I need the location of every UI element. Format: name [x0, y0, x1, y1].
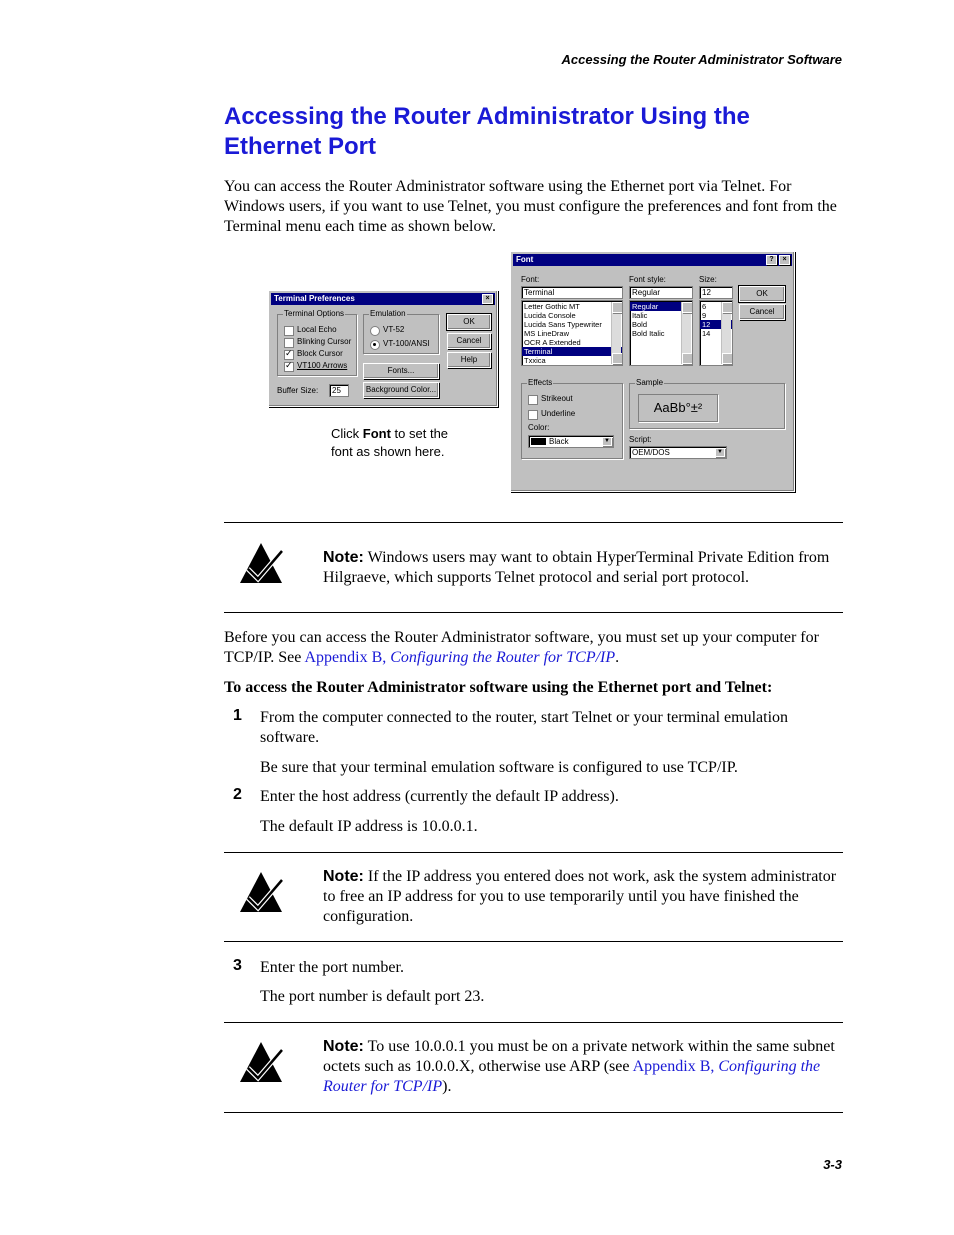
strikeout-checkbox[interactable]: Strikeout	[528, 394, 573, 404]
close-icon[interactable]: ×	[779, 255, 790, 265]
font-list-item[interactable]: MS LineDraw	[524, 329, 570, 338]
running-header: Accessing the Router Administrator Software	[561, 52, 842, 67]
step-subtext: The port number is default port 23.	[260, 988, 485, 1005]
font-list-item[interactable]: OCR A Extended	[524, 338, 581, 347]
note-box	[224, 1022, 843, 1113]
para-text-end: .	[615, 649, 620, 666]
help-icon[interactable]: ?	[766, 255, 777, 265]
terminal-preferences-titlebar	[271, 293, 495, 305]
step-number: 1	[233, 707, 242, 724]
appendix-title-link[interactable]: Configuring the Router for TCP/IP	[390, 649, 616, 666]
effects-group	[521, 378, 623, 459]
appendix-link[interactable]: Appendix B,	[304, 649, 387, 666]
step-text: Enter the host address (currently the default IP address).	[260, 788, 619, 805]
size-input[interactable]: 12	[699, 286, 733, 299]
script-select[interactable]	[629, 446, 727, 459]
step-subtext: Be sure that your terminal emulation software is configured to use TCP/IP.	[260, 759, 738, 776]
size-item[interactable]: 6	[702, 302, 707, 311]
size-item[interactable]: 9	[702, 311, 707, 320]
appendix-title-link[interactable]: Configuring the Router for TCP/IP	[323, 1058, 821, 1095]
ok-button[interactable]: OK	[447, 314, 491, 330]
intro-paragraph: You can access the Router Administrator software using the Ethernet port via Telnet. For Windows users, if you want to use Telnet, you must configure the preferences and font from the Terminal menu each time as shown below.	[224, 178, 837, 235]
fonts-button[interactable]: Fonts...	[363, 363, 439, 379]
note-label: Note:	[323, 868, 364, 885]
font-cancel-button[interactable]: Cancel	[739, 304, 785, 320]
terminal-preferences-dialog	[268, 290, 498, 407]
sample-label: Sample	[636, 378, 664, 387]
terminal-options-label: Terminal Options	[284, 309, 345, 318]
effects-label: Effects	[528, 378, 553, 387]
step-number: 3	[233, 957, 242, 974]
background-color-button[interactable]: Background Color...	[363, 382, 439, 398]
font-style-item-selected[interactable]: Regular	[630, 302, 692, 311]
font-list[interactable]	[521, 300, 623, 366]
note-box	[224, 852, 843, 942]
blinking-cursor-checkbox[interactable]: Blinking Cursor	[284, 337, 351, 347]
note-text	[323, 548, 838, 588]
script-label: Script:	[629, 435, 652, 444]
note-body: If the IP address you entered does not work, ask the system administrator to free an IP address for you to use temporarily until you have finished the configuration.	[323, 868, 837, 925]
underline-checkbox[interactable]: Underline	[528, 409, 575, 419]
size-scrollbar[interactable]	[721, 302, 731, 364]
note-text	[323, 1037, 838, 1097]
note-checkmark-icon	[238, 541, 284, 587]
font-style-item[interactable]: Bold	[632, 320, 648, 329]
size-item-selected[interactable]: 12	[700, 320, 732, 329]
caption-text: Click	[331, 426, 363, 441]
page-number: 3-3	[823, 1157, 842, 1172]
chevron-down-icon[interactable]: ▼	[715, 448, 725, 457]
note-checkmark-icon	[238, 1040, 284, 1086]
section-title: Accessing the Router Administrator Using the Ethernet Port	[224, 103, 750, 160]
step-subtext: The default IP address is 10.0.0.1.	[260, 818, 478, 835]
note-label: Note:	[323, 549, 364, 566]
emulation-group	[363, 309, 439, 354]
font-list-item-selected[interactable]: Terminal	[522, 347, 622, 356]
close-icon[interactable]: ×	[482, 294, 493, 304]
note-checkmark-icon	[238, 870, 284, 916]
step-text: From the computer connected to the router, start Telnet or your terminal emulation software.	[260, 709, 789, 746]
vt100-ansi-radio[interactable]: VT-100/ANSI	[370, 339, 430, 349]
cancel-button[interactable]: Cancel	[447, 333, 491, 349]
appendix-link[interactable]: Appendix B,	[632, 1058, 715, 1075]
step-text: Enter the port number.	[260, 959, 404, 976]
procedure-heading: To access the Router Administrator software using the Ethernet port and Telnet:	[224, 679, 773, 696]
font-list-item[interactable]: Letter Gothic MT	[524, 302, 580, 311]
color-swatch	[531, 438, 546, 445]
font-dialog-title: Font	[516, 255, 534, 264]
caption-text-end: to set the font as shown here.	[331, 426, 449, 459]
terminal-preferences-title: Terminal Preferences	[274, 294, 355, 303]
note-label: Note:	[323, 1038, 364, 1055]
size-list[interactable]	[699, 300, 733, 366]
terminal-options-group	[277, 309, 357, 376]
script-value: OEM/DOS	[632, 448, 670, 457]
font-style-input[interactable]: Regular	[629, 286, 693, 299]
note-body-end: ).	[442, 1078, 452, 1095]
font-list-item[interactable]: Lucida Console	[524, 311, 576, 320]
note-body: Windows users may want to obtain HyperTerminal Private Edition from Hilgraeve, which supports Telnet protocol and serial port protocol.	[323, 549, 830, 586]
color-select[interactable]	[528, 435, 614, 448]
sample-preview: AaBb°±²	[638, 394, 718, 422]
local-echo-checkbox[interactable]: Local Echo	[284, 325, 337, 335]
buffer-size-label: Buffer Size:	[277, 386, 319, 395]
size-item[interactable]: 14	[702, 329, 711, 338]
font-list-item[interactable]: Lucida Sans Typewriter	[524, 320, 602, 329]
step-number: 2	[233, 786, 242, 803]
font-style-item[interactable]: Italic	[632, 311, 648, 320]
figure-caption	[331, 425, 461, 461]
font-style-item[interactable]: Bold Italic	[632, 329, 665, 338]
note-box	[224, 522, 843, 613]
color-value: Black	[549, 437, 569, 446]
block-cursor-checkbox[interactable]: Block Cursor ✓	[284, 349, 343, 359]
font-style-list[interactable]	[629, 300, 693, 366]
size-label: Size:	[699, 275, 717, 284]
font-list-item[interactable]: Txxica	[524, 356, 546, 365]
font-style-scrollbar[interactable]	[681, 302, 691, 364]
para-text: Before you can access the Router Administrator software, you must set up your computer for TCP/IP. See	[224, 629, 819, 666]
font-name-input[interactable]: Terminal	[521, 286, 623, 299]
color-label: Color:	[528, 423, 550, 432]
note-body: To use 10.0.0.1 you must be on a private network within the same subnet octets such as 10.0.0.X, otherwise use ARP (see	[323, 1038, 835, 1075]
help-button[interactable]: Help	[447, 352, 491, 368]
note-text	[323, 867, 838, 927]
emulation-label: Emulation	[370, 309, 406, 318]
font-dialog-titlebar	[513, 254, 792, 266]
font-list-scrollbar[interactable]	[611, 302, 621, 364]
caption-bold: Font	[362, 426, 391, 441]
font-style-label: Font style:	[629, 275, 666, 284]
sample-group	[629, 378, 785, 429]
buffer-size-input[interactable]: 25	[329, 384, 349, 397]
tcpip-paragraph	[224, 628, 844, 668]
vt100-arrows-checkbox[interactable]: VT100 Arrows ✓	[284, 361, 347, 371]
vt52-radio[interactable]: VT-52	[370, 325, 404, 335]
font-dialog	[510, 251, 795, 492]
font-label: Font:	[521, 275, 540, 284]
font-ok-button[interactable]: OK	[739, 286, 785, 302]
chevron-down-icon[interactable]: ▼	[602, 437, 612, 446]
